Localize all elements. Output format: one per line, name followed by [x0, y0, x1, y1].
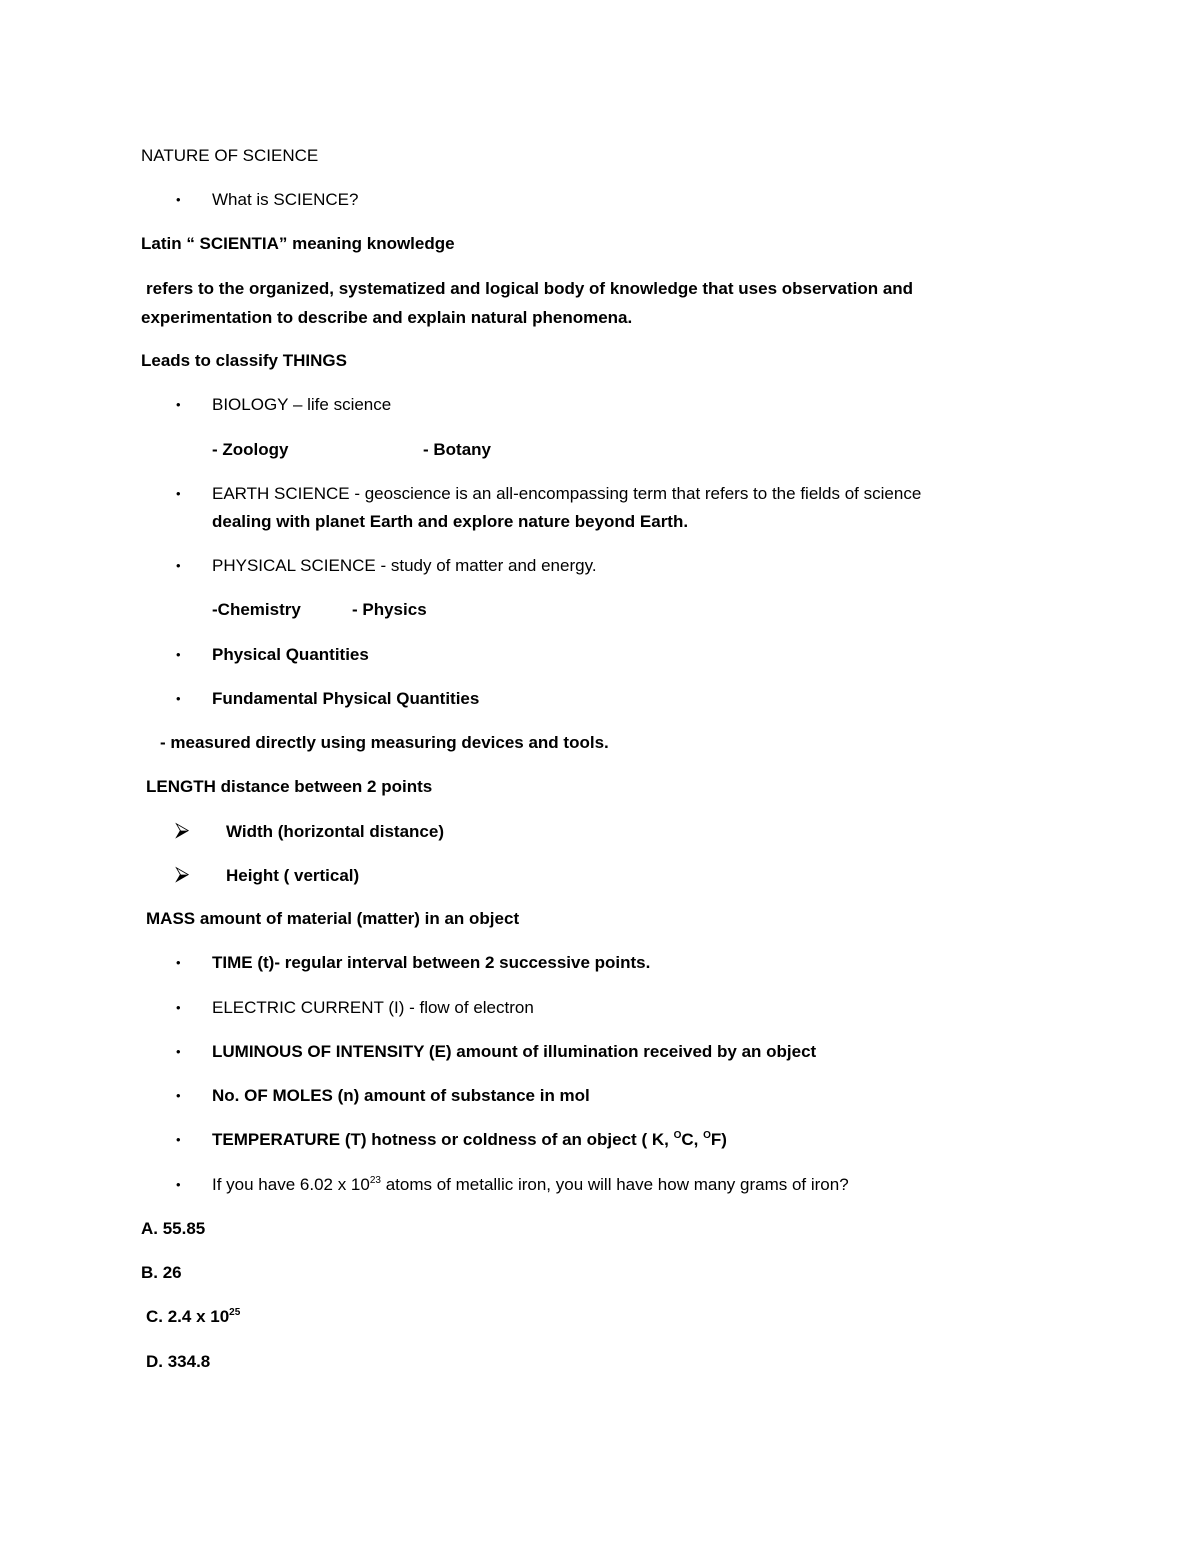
latin-origin: Latin “ SCIENTIA” meaning knowledge	[141, 234, 455, 253]
bullet-icon: •	[176, 1088, 181, 1103]
luminous-intensity-item: LUMINOUS OF INTENSITY (E) amount of illumination received by an object	[212, 1042, 817, 1061]
moles-item: No. OF MOLES (n) amount of substance in mol	[212, 1086, 590, 1105]
bullet-icon: •	[176, 955, 181, 970]
bullet-icon: •	[176, 486, 181, 501]
biology-item: BIOLOGY – life science	[212, 395, 392, 414]
definition-line-1: refers to the organized, systematized and logical body of knowledge that uses observation and	[146, 279, 914, 298]
bullet-icon: •	[176, 647, 181, 662]
time-item: TIME (t)- regular interval between 2 successive points.	[212, 953, 651, 972]
temperature-text: F)	[710, 1130, 727, 1149]
bullet-icon: •	[176, 1177, 181, 1192]
iron-question	[212, 1171, 849, 1199]
earth-science-line-2: dealing with planet Earth and explore nature beyond Earth.	[212, 512, 689, 531]
bullet-icon: •	[176, 1044, 181, 1059]
bullet-icon: •	[176, 397, 181, 412]
fundamental-quantities-item: Fundamental Physical Quantities	[212, 689, 480, 708]
width-item: Width (horizontal distance)	[226, 822, 445, 841]
leads-to-classify: Leads to classify THINGS	[141, 351, 347, 370]
temperature-text: TEMPERATURE (T) hotness or coldness of an object ( K,	[212, 1130, 674, 1149]
physical-science-item: PHYSICAL SCIENCE - study of matter and energy.	[212, 556, 597, 575]
height-item: Height ( vertical)	[226, 866, 360, 885]
bullet-icon: •	[176, 691, 181, 706]
definition-line-2: experimentation to describe and explain natural phenomena.	[141, 308, 633, 327]
temperature-item	[212, 1126, 727, 1154]
iron-question-text: If you have 6.02 x 10	[212, 1175, 370, 1194]
botany-item: - Botany	[423, 440, 491, 459]
bullet-icon: •	[176, 558, 181, 573]
electric-current-item: ELECTRIC CURRENT (I) - flow of electron	[212, 998, 534, 1017]
option-c	[146, 1303, 240, 1331]
physical-quantities-item: Physical Quantities	[212, 645, 369, 664]
chemistry-item: -Chemistry	[212, 600, 301, 619]
question-what-is-science: What is SCIENCE?	[212, 190, 359, 209]
length-definition: LENGTH distance between 2 points	[146, 777, 433, 796]
degree-superscript: O	[703, 1130, 711, 1141]
earth-science-line-1: EARTH SCIENCE - geoscience is an all-encompassing term that refers to the fields of science	[212, 484, 922, 503]
mass-definition: MASS amount of material (matter) in an object	[146, 909, 520, 928]
degree-superscript: O	[673, 1130, 682, 1141]
arrow-bullet-icon: ⮚	[175, 863, 190, 885]
option-d: D. 334.8	[146, 1352, 211, 1371]
measured-directly: - measured directly using measuring devices and tools.	[160, 733, 609, 752]
bullet-icon: •	[176, 1000, 181, 1015]
zoology-item: - Zoology	[212, 440, 289, 459]
exponent-superscript: 23	[369, 1175, 381, 1186]
bullet-icon: •	[176, 1132, 181, 1147]
option-b: B. 26	[141, 1263, 182, 1282]
physics-item: - Physics	[352, 600, 427, 619]
arrow-bullet-icon: ⮚	[175, 819, 190, 841]
bullet-icon: •	[176, 192, 181, 207]
option-a: A. 55.85	[141, 1219, 206, 1238]
temperature-text: C,	[681, 1130, 704, 1149]
iron-question-text: atoms of metallic iron, you will have how many grams of iron?	[380, 1175, 849, 1194]
doc-title: NATURE OF SCIENCE	[141, 146, 319, 165]
exponent-superscript: 25	[229, 1307, 241, 1318]
option-c-text: C. 2.4 x 10	[146, 1307, 230, 1326]
